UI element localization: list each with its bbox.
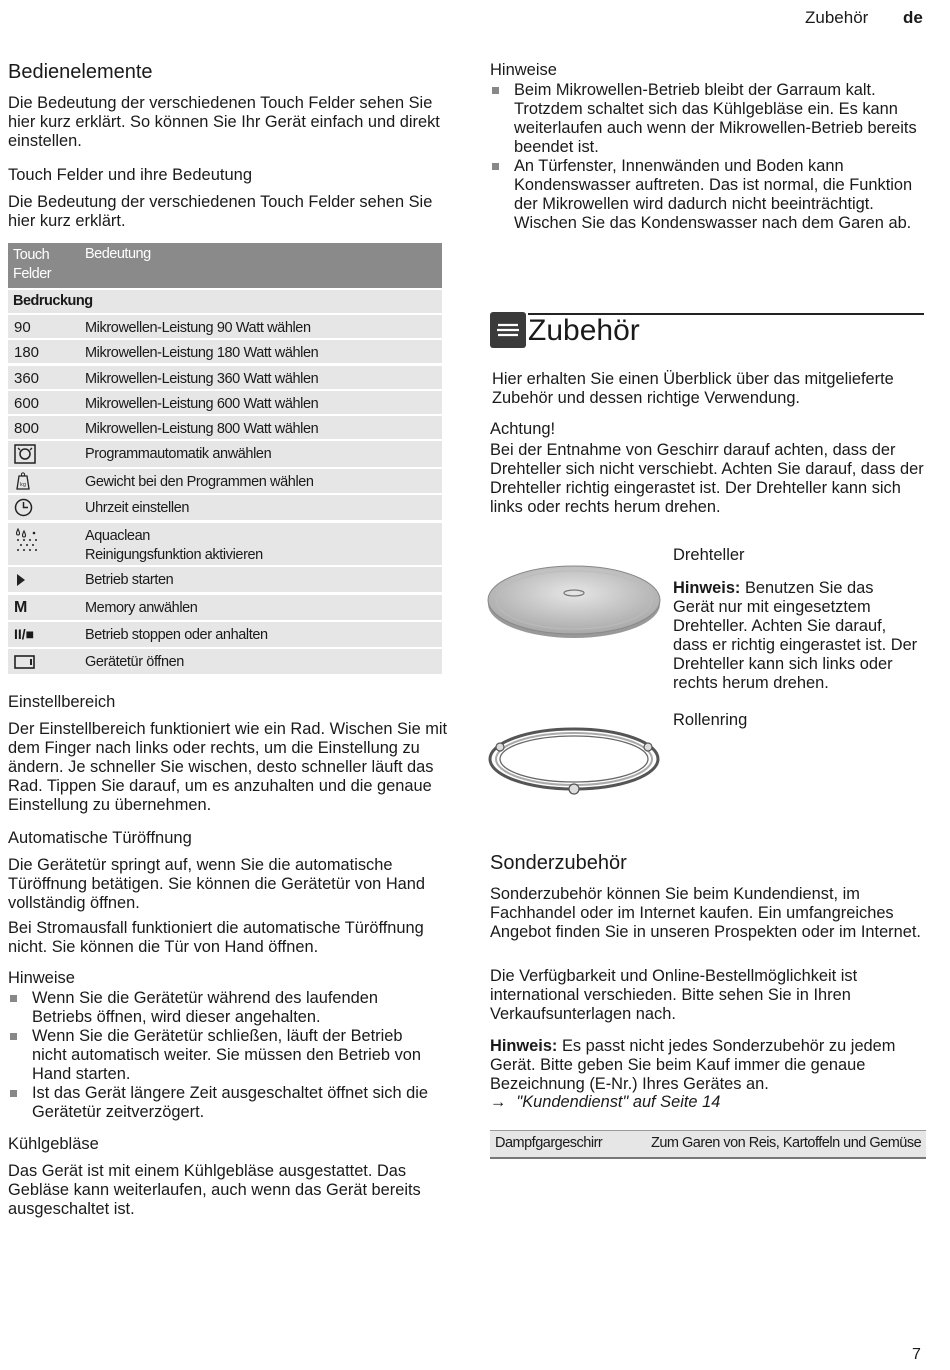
- header-title: Zubehör: [805, 8, 869, 27]
- heading-drehteller: Drehteller: [673, 546, 745, 564]
- drehteller-note: [673, 579, 918, 693]
- clock-icon: [14, 498, 33, 517]
- touch-meaning: Mikrowellen-Leistung 800 Watt wählen: [85, 421, 319, 437]
- heading-achtung: Achtung!: [490, 420, 556, 438]
- door-icon: [14, 654, 36, 670]
- heading-rollenring: Rollenring: [673, 711, 748, 729]
- list-item: An Türfenster, Innenwänden und Boden kann Kondenswasser auftreten. Das ist normal, die Funktion der Mikrowellen wird dadurch nicht beeinträchtigt. Wischen Sie das Kondenswasser nach dem Garen ab.: [490, 157, 928, 233]
- hinweise-list-right: [490, 81, 928, 233]
- table-group-row: [8, 290, 442, 313]
- heading-sonderzubehoer: Sonderzubehör: [490, 852, 627, 874]
- sonderzubehoer-text-2: Die Verfügbarkeit und Online-Bestellmöglichkeit ist international verschieden. Bitte sehen Sie in Ihren Verkaufsunterlagen nach.: [490, 967, 858, 1023]
- tueroeffnung-text-2: Bei Stromausfall funktioniert die automatische Türöffnung nicht. Sie können die Tür von Hand öffnen.: [8, 919, 424, 956]
- sonderzubehoer-note-text: Es passt nicht jedes Sonderzubehör zu jedem Gerät. Bitte geben Sie beim Kauf immer die genaue Bezeichnung (E-Nr.) Ihres Gerätes an.: [490, 1037, 896, 1093]
- list-item: Wenn Sie die Gerätetür schließen, läuft der Betrieb nicht automatisch weiter. Sie müssen den Betrieb von Hand starten.: [8, 1027, 438, 1084]
- accessory-table-row: [490, 1130, 926, 1159]
- table-row: [8, 649, 442, 674]
- zubehoer-text: Hier erhalten Sie einen Überblick über das mitgelieferte Zubehör und dessen richtige Verwendung.: [492, 370, 894, 407]
- touch-meaning: Mikrowellen-Leistung 360 Watt wählen: [85, 371, 319, 387]
- touch-meaning: Programmautomatik anwählen: [85, 446, 272, 462]
- heading-touch-felder: Touch Felder und ihre Bedeutung: [8, 166, 253, 184]
- page-reference-link[interactable]: "Kundendienst" auf Seite 14: [516, 1093, 721, 1111]
- touch-meaning: Betrieb stoppen oder anhalten: [85, 627, 268, 643]
- achtung-text: Bei der Entnahme von Geschirr darauf achten, dass der Drehteller sich nicht verschiebt. Achten Sie darauf, dass der Drehteller richtig eingerastet ist. Der Drehteller kann sich links oder rechts herum drehen.: [490, 441, 924, 516]
- table-row: [8, 469, 442, 493]
- table-row: [8, 315, 442, 338]
- touch-key: 600: [14, 395, 40, 412]
- touch-key: 180: [14, 344, 40, 361]
- heading-automatische-tueroeffnung: Automatische Türöffnung: [8, 829, 192, 847]
- table-row: [8, 366, 442, 389]
- touch-meaning: Memory anwählen: [85, 600, 198, 616]
- tueroeffnung-text-1: Die Gerätetür springt auf, wenn Sie die automatische Türöffnung betätigen. Sie können die Gerätetür von Hand vollständig öffnen.: [8, 856, 426, 912]
- table-row: [8, 495, 442, 520]
- table-row: [8, 595, 442, 620]
- list-item: Ist das Gerät längere Zeit ausgeschaltet öffnet sich die Gerätetür zeitverzögert.: [8, 1084, 438, 1122]
- touch-meaning-line1: Aquaclean: [85, 528, 150, 544]
- table-header-bedeutung: Bedeutung: [85, 246, 151, 262]
- kuehlgeblaese-text: Das Gerät ist mit einem Kühlgebläse ausgestattet. Das Gebläse kann weiterlaufen, auch wenn das Gerät bereits ausgeschaltet ist.: [8, 1162, 421, 1218]
- table-row: [8, 523, 442, 565]
- touch-meaning: Betrieb starten: [85, 572, 174, 588]
- table-row: [8, 622, 442, 647]
- touch-meaning: [85, 527, 263, 565]
- heading-kuehlgeblaese: Kühlgebläse: [8, 1135, 99, 1153]
- touch-key: 360: [14, 370, 40, 387]
- heading-hinweise-left: Hinweise: [8, 969, 75, 987]
- turntable-image: [486, 560, 666, 645]
- heading-einstellbereich: Einstellbereich: [8, 693, 116, 711]
- play-icon: [16, 573, 26, 587]
- hinweise-list-left: [8, 989, 438, 1122]
- accessory-name: Dampfgargeschirr: [495, 1135, 603, 1151]
- table-header-touch-felder: Touch Felder: [13, 247, 52, 282]
- page-number: 7: [912, 1346, 921, 1363]
- touch-felder-text: Die Bedeutung der verschiedenen Touch Felder sehen Sie hier kurz erklärt.: [8, 193, 433, 230]
- touch-meaning: Mikrowellen-Leistung 180 Watt wählen: [85, 345, 319, 361]
- svg-text:kg: kg: [19, 482, 27, 488]
- touch-meaning: Mikrowellen-Leistung 600 Watt wählen: [85, 396, 319, 412]
- table-header: [8, 243, 442, 288]
- heading-hinweise-right: Hinweise: [490, 61, 557, 79]
- heading-zubehoer: Zubehör: [528, 314, 640, 347]
- bedienelemente-text: Die Bedeutung der verschiedenen Touch Felder sehen Sie hier kurz erklärt. So können Sie Ihr Gerät einfach und direkt einstellen.: [8, 94, 440, 150]
- drehteller-note-text: Benutzen Sie das Gerät nur mit eingesetztem Drehteller. Achten Sie darauf, dass er richtig eingerastet ist. Der Drehteller kann sich links oder rechts herum drehen.: [673, 579, 918, 692]
- arrow-right-icon: →: [490, 1093, 507, 1111]
- aquaclean-icon: [14, 527, 40, 553]
- programme-icon: [14, 444, 36, 464]
- touch-meaning: Gewicht bei den Programmen wählen: [85, 474, 314, 490]
- sonderzubehoer-note-label: Hinweis:: [490, 1037, 558, 1055]
- memory-key: M: [14, 599, 28, 616]
- touch-key: 800: [14, 420, 40, 437]
- drehteller-note-label: Hinweis:: [673, 579, 741, 597]
- pause-stop-key: II/■: [14, 626, 35, 642]
- table-group-label: Bedruckung: [13, 293, 93, 309]
- touch-meaning-line2: Reinigungsfunktion aktivieren: [85, 547, 263, 563]
- weight-icon: [16, 472, 30, 490]
- table-row: [8, 340, 442, 363]
- roller-ring-image: [486, 722, 666, 802]
- sonderzubehoer-text-1: Sonderzubehör können Sie beim Kundendienst, im Fachhandel oder im Internet kaufen. Ein umfangreiches Angebot finden Sie in unseren Prospekten oder im Internet.: [490, 885, 921, 941]
- list-item: Wenn Sie die Gerätetür während des laufenden Betriebs öffnen, wird dieser angehalten.: [8, 989, 438, 1027]
- touch-meaning: Gerätetür öffnen: [85, 654, 184, 670]
- table-row: [8, 416, 442, 439]
- table-row: [8, 391, 442, 414]
- accessories-icon: [490, 312, 526, 348]
- touch-key: 90: [14, 319, 31, 336]
- page-reference[interactable]: [490, 1093, 720, 1112]
- table-row: [8, 441, 442, 467]
- heading-bedienelemente: Bedienelemente: [8, 61, 153, 83]
- header-language: de: [903, 8, 923, 27]
- list-item: Beim Mikrowellen-Betrieb bleibt der Garraum kalt. Trotzdem schaltet sich das Kühlgebläse ein. Es kann weiterlaufen auch wenn der Mikrowellen-Betrieb bereits beendet ist.: [490, 81, 928, 157]
- einstellbereich-text: Der Einstellbereich funktioniert wie ein Rad. Wischen Sie mit dem Finger nach links oder rechts, um die Einstellung zu ändern. Je schneller Sie wischen, desto schneller läuft das Rad. Tippen Sie darauf, um es anzuhalten und die genaue Einstellung zu übernehmen.: [8, 720, 448, 814]
- touch-meaning: Mikrowellen-Leistung 90 Watt wählen: [85, 320, 311, 336]
- touch-meaning: Uhrzeit einstellen: [85, 500, 190, 516]
- accessory-description: Zum Garen von Reis, Kartoffeln und Gemüse: [651, 1135, 922, 1151]
- table-row: [8, 567, 442, 592]
- sonderzubehoer-note: [490, 1037, 930, 1094]
